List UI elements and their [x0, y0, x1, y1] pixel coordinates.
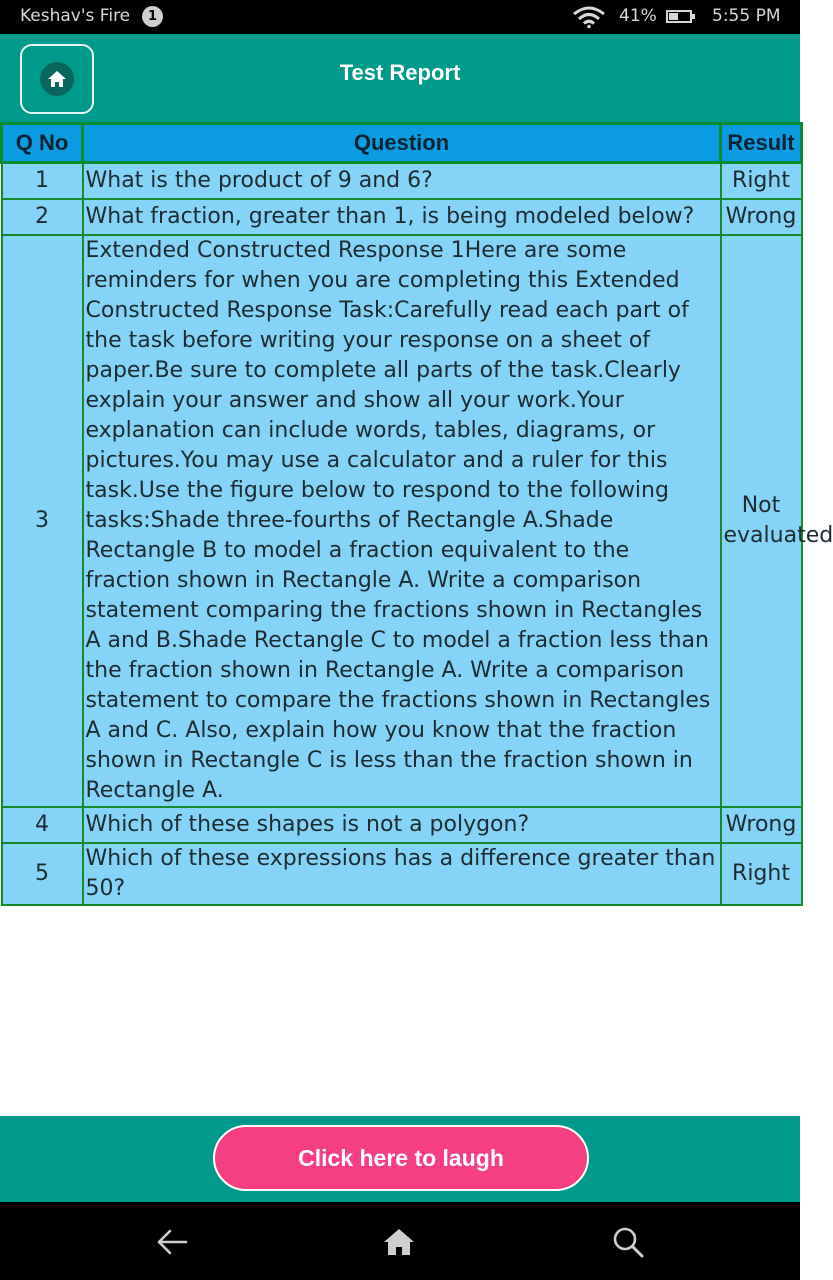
- table-row[interactable]: [2, 163, 802, 199]
- question-cell: Which of these shapes is not a polygon?: [83, 807, 721, 843]
- search-icon[interactable]: [608, 1222, 648, 1262]
- question-cell: What fraction, greater than 1, is being modeled below?: [83, 199, 721, 235]
- footer-bar: [0, 1116, 800, 1202]
- device-name: Keshav's Fire: [20, 6, 131, 26]
- result-cell: Wrong: [721, 807, 802, 843]
- system-nav-bar: [0, 1202, 800, 1280]
- home-icon[interactable]: [379, 1222, 419, 1262]
- back-arrow-icon[interactable]: [152, 1222, 192, 1262]
- wifi-icon: [572, 6, 606, 33]
- battery-icon: [666, 10, 692, 23]
- qno-cell: 3: [2, 235, 83, 807]
- table-header-row: [2, 124, 802, 163]
- qno-cell: 1: [2, 163, 83, 199]
- laugh-button[interactable]: Click here to laugh: [213, 1125, 589, 1191]
- qno-cell: 4: [2, 807, 83, 843]
- question-cell: Extended Constructed Response 1Here are some reminders for when you are completing this Extended Constructed Response Task:Carefully read each part of the task before writing your response on a sheet of paper.Be sure to complete all parts of the task.Clearly explain your answer and show all your work.Your explanation can include words, tables, diagrams, or pictures.You may use a calculator and a ruler for this task.Use the figure below to respond to the following tasks:Shade three-fourths of Rectangle A.Shade Rectangle B to model a fraction equivalent to the fraction shown in Rectangle A. Write a comparison statement comparing the fractions shown in Rectangles A and B.Shade Rectangle C to model a fraction less than the fraction shown in Rectangle A. Write a comparison statement to compare the fractions shown in Rectangles A and C. Also, explain how you know that the fraction shown in Rectangle C is less than the fraction shown in Rectangle A.: [83, 235, 721, 807]
- status-bar: [0, 0, 800, 34]
- notification-badge: 1: [142, 6, 163, 27]
- clock: 5:55 PM: [712, 6, 781, 26]
- question-cell: What is the product of 9 and 6?: [83, 163, 721, 199]
- column-header-result: Result: [721, 124, 802, 163]
- result-cell: Not evaluated: [721, 235, 802, 807]
- table-row[interactable]: [2, 807, 802, 843]
- column-header-question: Question: [83, 124, 721, 163]
- column-header-qno: Q No: [2, 124, 83, 163]
- table-row[interactable]: [2, 843, 802, 905]
- page-title: Test Report: [339, 60, 461, 85]
- result-cell: Wrong: [721, 199, 802, 235]
- app-header: [0, 34, 800, 122]
- result-cell: Right: [721, 843, 802, 905]
- result-cell: Right: [721, 163, 802, 199]
- qno-cell: 5: [2, 843, 83, 905]
- battery-percent: 41%: [619, 6, 657, 26]
- qno-cell: 2: [2, 199, 83, 235]
- question-cell: Which of these expressions has a difference greater than 50?: [83, 843, 721, 905]
- table-row[interactable]: [2, 199, 802, 235]
- report-table: [0, 122, 833, 906]
- table-row[interactable]: [2, 235, 802, 807]
